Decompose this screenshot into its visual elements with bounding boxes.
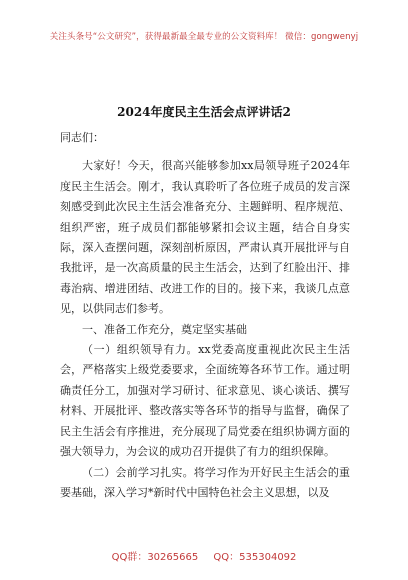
paragraph-organization: （一）组织领导有力。xx党委高度重视此次民主生活会，严格落实上级党委要求，全面统筹各环节工作。通过明确责任分工，加强对学习研讨、征求意见、谈心谈话、撰写材料、开展批评、整改落实等各环节的指导与监督，确保了民主生活会有序推进，充分展现了局党委在组织协调方面的强大领导力，为会议的成功召开提供了有力的组织保障。 [60,343,350,459]
section-heading-1: 一、准备工作充分，奠定坚实基础 [82,322,247,336]
paragraph-intro: 大家好！今天，很高兴能够参加xx局领导班子2024年度民主生活会。刚才，我认真聆听了各位班子成员的发言深刻感受到此次民主生活会准备充分、主题鲜明、程序规范、组织严密，班子成员们都能够紧扣会议主题，结合自身实际，深入查摆问题，深刻剖析原因，严肃认真开展批评与自我批评，是一次高质量的民主生活会，达到了红脸出汗、排毒治病、增进团结、改进工作的目的。接下来，我谈几点意见，以供同志们参考。 [60,159,350,316]
footer-qq-group: QQ群：30265665 [111,552,199,563]
document-body [60,128,350,503]
document-title: 2024年度民主生活会点评讲话2 [117,105,291,119]
greeting: 同志们： [60,131,104,144]
header-banner: 关注头条号“公文研究”，获得最新最全最专业的公文资料库！ 微信：gongwenyj [49,32,359,42]
footer-contacts [0,548,408,563]
footer-qq: QQ：535304092 [213,552,297,563]
paragraph-study: （二）会前学习扎实。将学习作为开好民主生活会的重要基础，深入学习*新时代中国特色社会主义思想，以及 [60,465,350,499]
